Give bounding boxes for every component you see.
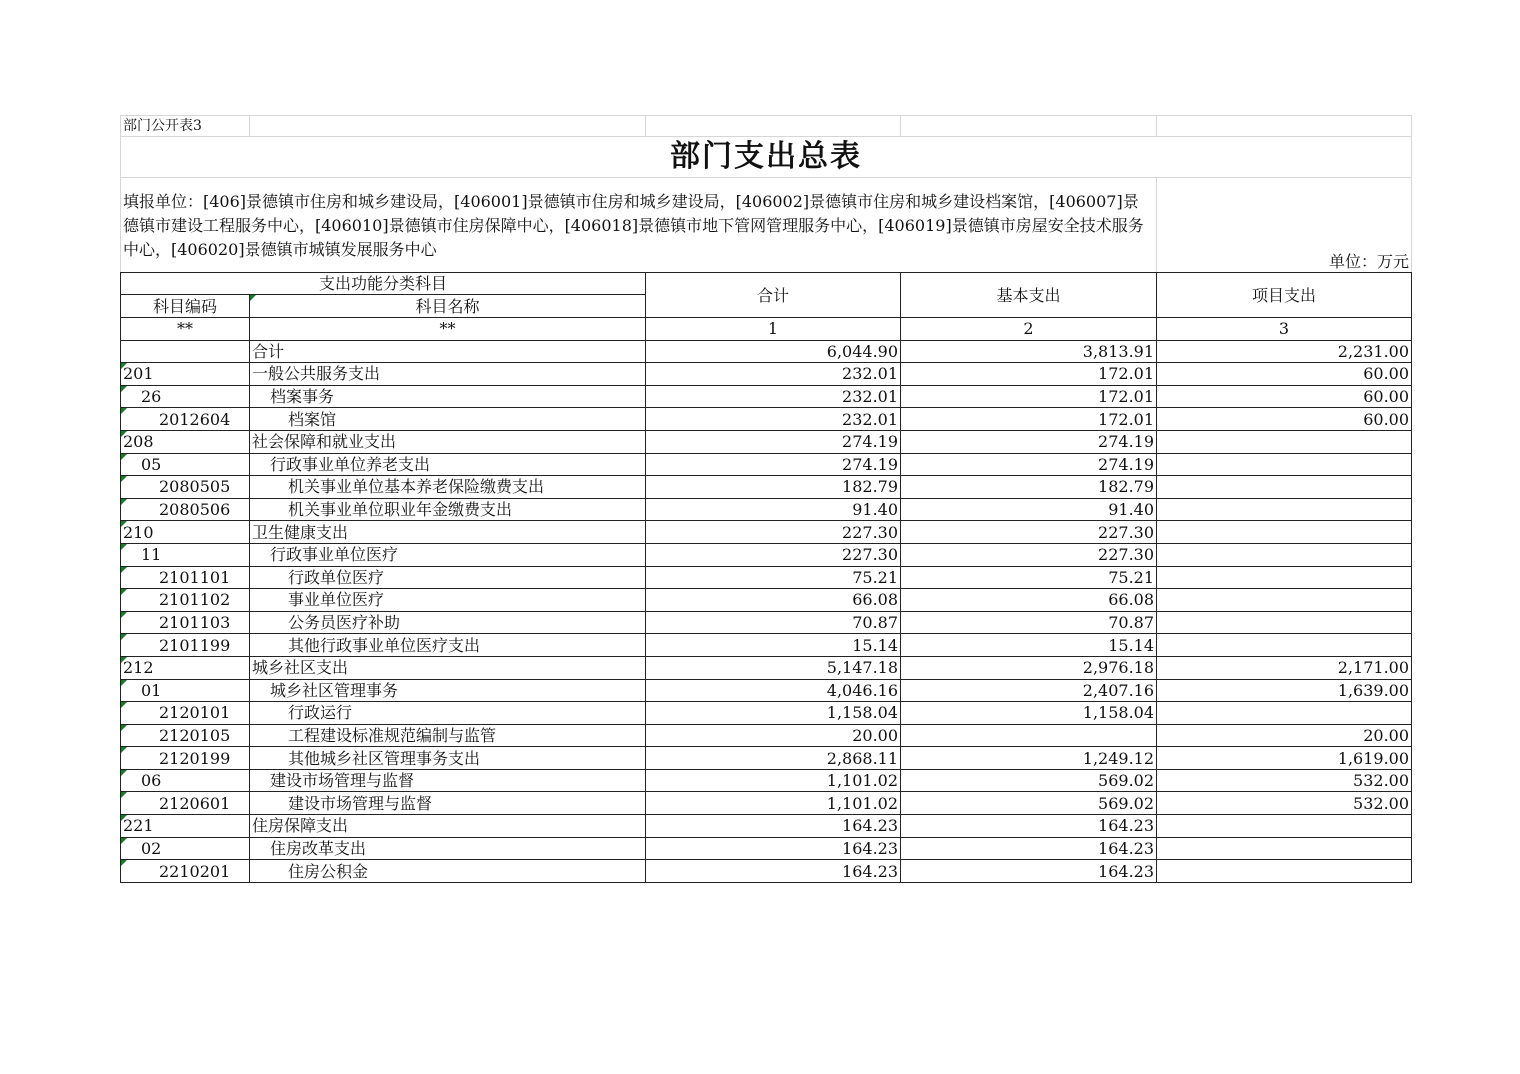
cell-name: 一般公共服务支出	[250, 363, 646, 386]
index-code: **	[121, 318, 250, 341]
cell-project	[1157, 521, 1412, 544]
cell-name: 城乡社区管理事务	[250, 679, 646, 702]
cell-total: 15.14	[646, 634, 901, 657]
cell-code: 221	[121, 815, 250, 838]
table-row	[121, 611, 1412, 634]
table-row	[121, 385, 1412, 408]
expenditure-table	[120, 272, 1412, 883]
column-header-basic: 基本支出	[901, 273, 1157, 318]
cell-code: 212	[121, 656, 250, 679]
cell-total: 66.08	[646, 589, 901, 612]
cell-total: 164.23	[646, 815, 901, 838]
cell-project: 60.00	[1157, 408, 1412, 431]
table-body	[121, 340, 1412, 882]
cell-code: 11	[121, 543, 250, 566]
cell-name: 其他行政事业单位医疗支出	[250, 634, 646, 657]
table-row	[121, 634, 1412, 657]
cell-code: 26	[121, 385, 250, 408]
table-row	[121, 769, 1412, 792]
cell-basic: 172.01	[901, 408, 1157, 431]
cell-name: 合计	[250, 340, 646, 363]
cell-project	[1157, 611, 1412, 634]
cell-name: 社会保障和就业支出	[250, 430, 646, 453]
cell-total: 91.40	[646, 498, 901, 521]
cell-code: 2120601	[121, 792, 250, 815]
sheet-header-table	[120, 115, 1412, 272]
cell-code: 2120199	[121, 747, 250, 770]
cell-total: 164.23	[646, 837, 901, 860]
cell-name: 其他城乡社区管理事务支出	[250, 747, 646, 770]
cell-name: 住房保障支出	[250, 815, 646, 838]
cell-name: 机关事业单位职业年金缴费支出	[250, 498, 646, 521]
cell-basic: 172.01	[901, 385, 1157, 408]
index-project: 3	[1157, 318, 1412, 341]
cell-project: 532.00	[1157, 792, 1412, 815]
cell-basic: 2,976.18	[901, 656, 1157, 679]
table-row	[121, 679, 1412, 702]
cell-total: 4,046.16	[646, 679, 901, 702]
cell-code: 06	[121, 769, 250, 792]
cell-project: 532.00	[1157, 769, 1412, 792]
reporting-unit-row	[121, 178, 1412, 273]
cell-total: 1,101.02	[646, 792, 901, 815]
table-tag: 部门公开表3	[121, 116, 250, 137]
table-row	[121, 498, 1412, 521]
empty-cell	[250, 116, 646, 137]
page-title: 部门支出总表	[121, 137, 1412, 178]
cell-basic: 164.23	[901, 837, 1157, 860]
cell-total: 182.79	[646, 476, 901, 499]
cell-code: 01	[121, 679, 250, 702]
cell-code: 208	[121, 430, 250, 453]
index-basic: 2	[901, 318, 1157, 341]
cell-basic: 569.02	[901, 769, 1157, 792]
table-row	[121, 702, 1412, 725]
table-row	[121, 363, 1412, 386]
unit-label: 单位：万元	[1157, 178, 1412, 273]
cell-name: 住房公积金	[250, 860, 646, 883]
cell-project	[1157, 634, 1412, 657]
cell-project	[1157, 543, 1412, 566]
table-row	[121, 430, 1412, 453]
cell-basic: 91.40	[901, 498, 1157, 521]
cell-project	[1157, 430, 1412, 453]
cell-project	[1157, 453, 1412, 476]
cell-total: 227.30	[646, 521, 901, 544]
cell-basic: 66.08	[901, 589, 1157, 612]
cell-name: 建设市场管理与监督	[250, 769, 646, 792]
column-header-project: 项目支出	[1157, 273, 1412, 318]
header-row-group	[121, 273, 1412, 295]
cell-name: 行政运行	[250, 702, 646, 725]
cell-name: 住房改革支出	[250, 837, 646, 860]
cell-code: 2101199	[121, 634, 250, 657]
cell-total: 6,044.90	[646, 340, 901, 363]
cell-basic: 1,249.12	[901, 747, 1157, 770]
cell-code: 2101103	[121, 611, 250, 634]
cell-project	[1157, 815, 1412, 838]
cell-total: 1,158.04	[646, 702, 901, 725]
empty-cell	[1157, 116, 1412, 137]
cell-basic: 182.79	[901, 476, 1157, 499]
cell-total: 232.01	[646, 385, 901, 408]
cell-project	[1157, 566, 1412, 589]
empty-cell	[901, 116, 1157, 137]
cell-total: 5,147.18	[646, 656, 901, 679]
cell-basic: 274.19	[901, 430, 1157, 453]
cell-total: 70.87	[646, 611, 901, 634]
cell-project	[1157, 498, 1412, 521]
cell-total: 274.19	[646, 430, 901, 453]
table-row	[121, 543, 1412, 566]
header-index-row	[121, 318, 1412, 341]
table-row	[121, 340, 1412, 363]
cell-name: 档案事务	[250, 385, 646, 408]
cell-code: 2080505	[121, 476, 250, 499]
cell-name: 行政事业单位养老支出	[250, 453, 646, 476]
table-row	[121, 408, 1412, 431]
cell-basic: 172.01	[901, 363, 1157, 386]
cell-code: 2101102	[121, 589, 250, 612]
cell-code: 2210201	[121, 860, 250, 883]
cell-basic: 15.14	[901, 634, 1157, 657]
cell-basic: 2,407.16	[901, 679, 1157, 702]
cell-code: 2120105	[121, 724, 250, 747]
cell-project: 20.00	[1157, 724, 1412, 747]
column-header-code: 科目编码	[121, 295, 250, 318]
cell-total: 274.19	[646, 453, 901, 476]
cell-code: 05	[121, 453, 250, 476]
cell-name: 工程建设标准规范编制与监管	[250, 724, 646, 747]
cell-basic: 75.21	[901, 566, 1157, 589]
cell-basic	[901, 724, 1157, 747]
column-header-name: 科目名称	[250, 295, 646, 318]
table-row	[121, 724, 1412, 747]
cell-name: 卫生健康支出	[250, 521, 646, 544]
cell-total: 232.01	[646, 408, 901, 431]
spreadsheet-sheet	[120, 115, 1411, 883]
cell-name: 城乡社区支出	[250, 656, 646, 679]
cell-basic: 3,813.91	[901, 340, 1157, 363]
cell-name: 行政单位医疗	[250, 566, 646, 589]
empty-cell	[646, 116, 901, 137]
cell-basic: 164.23	[901, 815, 1157, 838]
cell-basic: 227.30	[901, 521, 1157, 544]
table-row	[121, 453, 1412, 476]
table-row	[121, 521, 1412, 544]
cell-basic: 70.87	[901, 611, 1157, 634]
cell-name: 建设市场管理与监督	[250, 792, 646, 815]
table-row	[121, 815, 1412, 838]
cell-project: 60.00	[1157, 385, 1412, 408]
cell-name: 事业单位医疗	[250, 589, 646, 612]
column-group-header: 支出功能分类科目	[121, 273, 646, 295]
index-name: **	[250, 318, 646, 341]
table-row	[121, 566, 1412, 589]
cell-project: 60.00	[1157, 363, 1412, 386]
cell-total: 1,101.02	[646, 769, 901, 792]
table-row	[121, 747, 1412, 770]
cell-project: 1,639.00	[1157, 679, 1412, 702]
cell-total: 227.30	[646, 543, 901, 566]
cell-code: 2012604	[121, 408, 250, 431]
cell-code: 2101101	[121, 566, 250, 589]
cell-basic: 164.23	[901, 860, 1157, 883]
table-row	[121, 837, 1412, 860]
table-row	[121, 656, 1412, 679]
cell-name: 机关事业单位基本养老保险缴费支出	[250, 476, 646, 499]
tag-row	[121, 116, 1412, 137]
cell-basic: 569.02	[901, 792, 1157, 815]
cell-total: 2,868.11	[646, 747, 901, 770]
cell-project	[1157, 476, 1412, 499]
cell-code: 02	[121, 837, 250, 860]
cell-name: 公务员医疗补助	[250, 611, 646, 634]
index-total: 1	[646, 318, 901, 341]
cell-project: 1,619.00	[1157, 747, 1412, 770]
cell-name: 行政事业单位医疗	[250, 543, 646, 566]
cell-project	[1157, 589, 1412, 612]
cell-project	[1157, 860, 1412, 883]
cell-project	[1157, 837, 1412, 860]
title-row	[121, 137, 1412, 178]
cell-total: 20.00	[646, 724, 901, 747]
cell-total: 75.21	[646, 566, 901, 589]
table-row	[121, 860, 1412, 883]
table-row	[121, 589, 1412, 612]
table-row	[121, 792, 1412, 815]
cell-total: 164.23	[646, 860, 901, 883]
cell-project: 2,231.00	[1157, 340, 1412, 363]
cell-code: 2080506	[121, 498, 250, 521]
cell-code	[121, 340, 250, 363]
cell-project	[1157, 702, 1412, 725]
cell-basic: 274.19	[901, 453, 1157, 476]
column-header-total: 合计	[646, 273, 901, 318]
cell-code: 201	[121, 363, 250, 386]
cell-total: 232.01	[646, 363, 901, 386]
cell-project: 2,171.00	[1157, 656, 1412, 679]
reporting-unit-text: 填报单位：[406]景德镇市住房和城乡建设局，[406001]景德镇市住房和城乡建设局，[406002]景德镇市住房和城乡建设档案馆，[406007]景德镇市建设工程服务中心，[406010]景德镇市住房保障中心，[406018]景德镇市地下管网管理服务中心，[406019]景德镇市房屋安全技术服务中心，[406020]景德镇市城镇发展服务中心	[121, 178, 1157, 273]
cell-basic: 227.30	[901, 543, 1157, 566]
cell-basic: 1,158.04	[901, 702, 1157, 725]
cell-code: 210	[121, 521, 250, 544]
table-row	[121, 476, 1412, 499]
cell-name: 档案馆	[250, 408, 646, 431]
cell-code: 2120101	[121, 702, 250, 725]
